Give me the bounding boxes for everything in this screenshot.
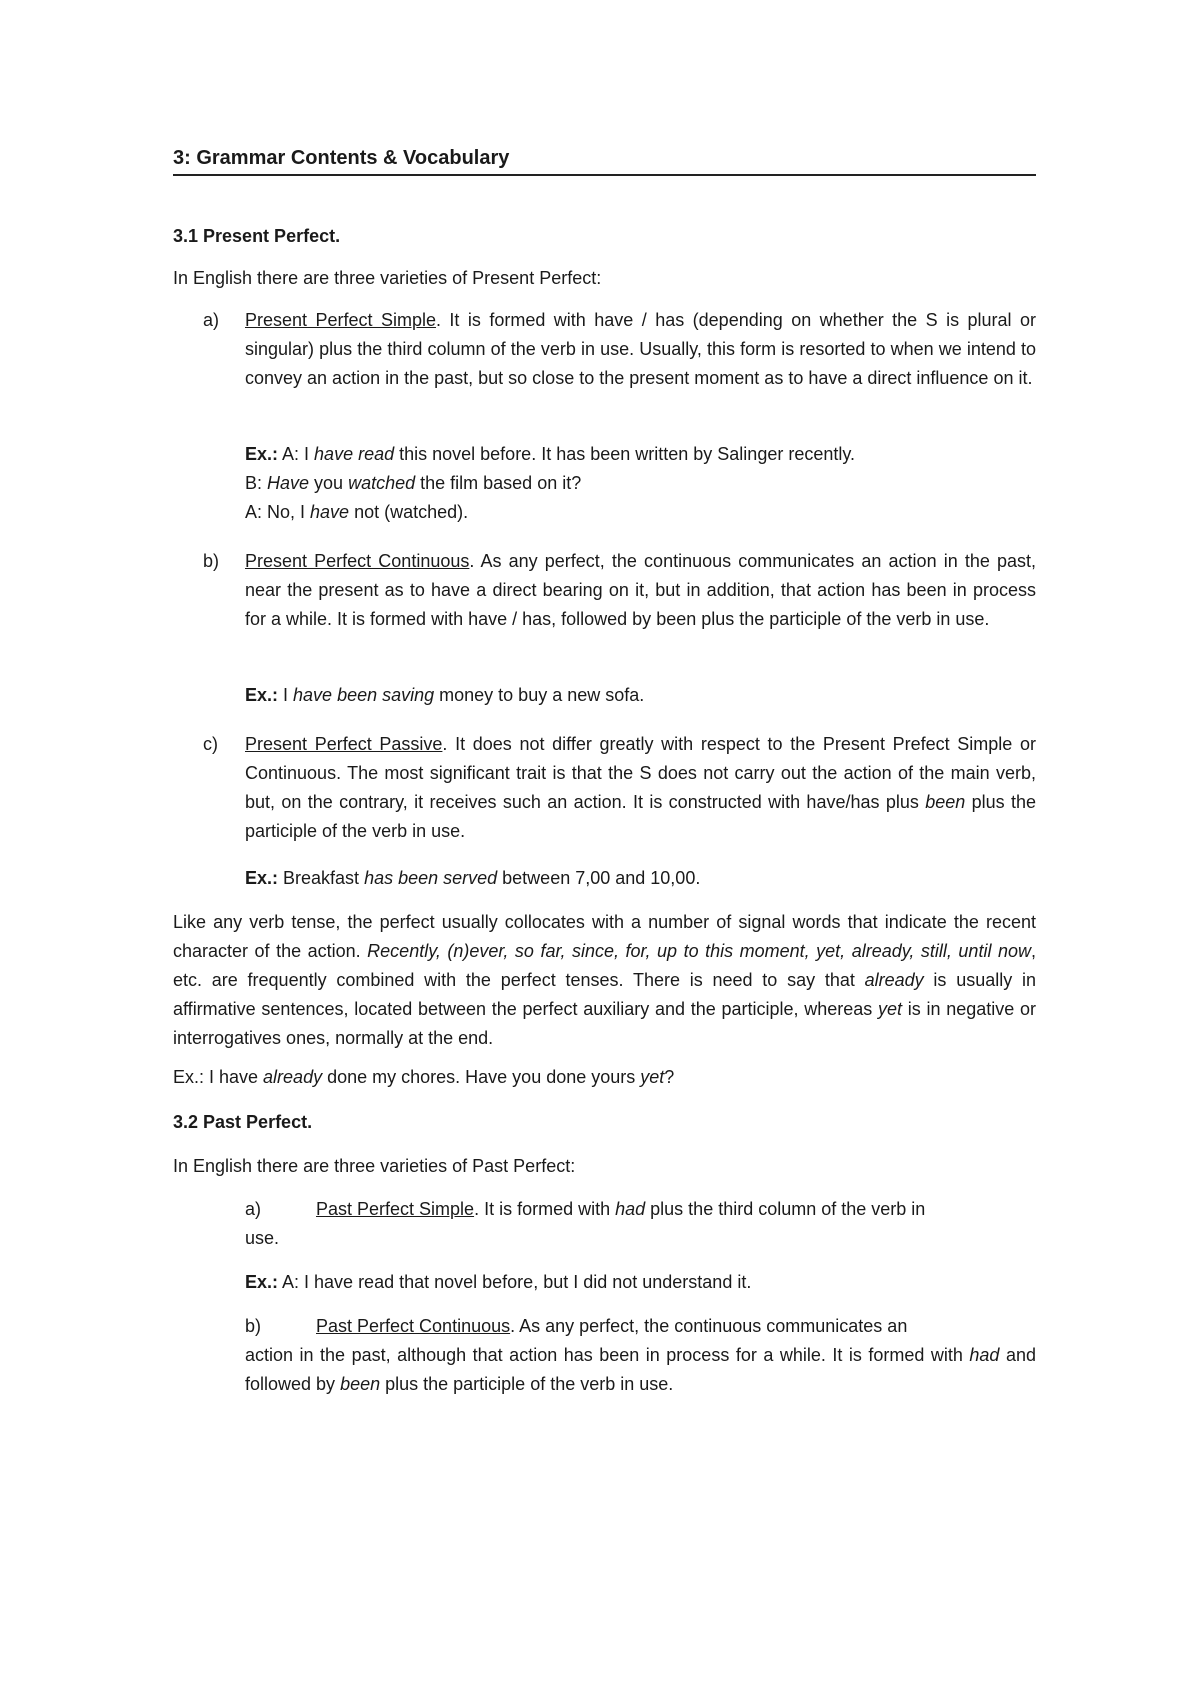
term-present-perfect-passive: Present Perfect Passive	[245, 734, 443, 754]
example-italic: already	[263, 1067, 323, 1087]
term-past-perfect-simple: Past Perfect Simple	[316, 1199, 475, 1219]
item-italic: been	[925, 792, 966, 812]
example-text: money to buy a new sofa.	[434, 685, 645, 705]
heading-past-perfect: 3.2 Past Perfect.	[173, 1112, 313, 1132]
example-present-perfect-continuous	[245, 681, 644, 710]
example-italic: Have	[267, 473, 310, 493]
item-text: and followed by	[245, 1345, 1036, 1394]
item-past-perfect-continuous	[316, 1312, 1036, 1341]
item-text: . As any perfect, the continuous communicates an	[510, 1316, 908, 1336]
item-italic: been	[340, 1374, 381, 1394]
marker-c: c)	[203, 734, 218, 754]
example-text: Ex.: I have	[173, 1067, 264, 1087]
example-label: Ex.:	[245, 868, 279, 888]
heading-present-perfect: 3.1 Present Perfect.	[173, 226, 341, 246]
term-past-perfect-continuous: Past Perfect Continuous	[316, 1316, 511, 1336]
item-text: plus the participle of the verb in use.	[245, 792, 1037, 841]
example-text: you	[309, 473, 349, 493]
item-text: action in the past, although that action has been in process for a while. It is formed with	[245, 1345, 970, 1365]
document-page	[173, 0, 1036, 1698]
item-italic: had	[615, 1199, 646, 1219]
example-text: Breakfast	[278, 868, 365, 888]
example-text: between 7,00 and 10,00.	[497, 868, 701, 888]
item-past-perfect-simple	[316, 1195, 1036, 1224]
example-label: Ex.:	[245, 444, 279, 464]
paragraph-italic: already	[864, 970, 924, 990]
example-signal-words	[173, 1063, 674, 1092]
example-text: A: No, I	[245, 502, 311, 522]
item-past-perfect-continuous-cont	[245, 1341, 1036, 1399]
marker-past-b: b)	[245, 1316, 262, 1336]
example-text: A: I	[278, 444, 315, 464]
example-italic: watched	[348, 473, 416, 493]
example-text: done my chores. Have you done yours	[322, 1067, 641, 1087]
example-italic: yet	[640, 1067, 665, 1087]
item-past-perfect-simple-cont: use.	[245, 1228, 280, 1248]
example-label: Ex.:	[245, 1272, 279, 1292]
item-text: . It is formed with	[474, 1199, 616, 1219]
paragraph-text: Like any verb tense, the perfect usually collocates with a number of signal words that indicate the recent character of the action.	[173, 912, 1036, 961]
item-italic: had	[969, 1345, 1000, 1365]
example-line-2	[245, 469, 581, 498]
example-text: not (watched).	[349, 502, 469, 522]
marker-b: b)	[203, 551, 220, 571]
example-line-3	[245, 498, 468, 527]
example-text: this novel before. It has been written by Salinger recently.	[394, 444, 856, 464]
paragraph-text: is usually in affirmative sentences, located between the perfect auxiliary and the participle, whereas	[173, 970, 1036, 1019]
example-text: A: I have read that novel before, but I did not understand it.	[278, 1272, 752, 1292]
example-text: I	[278, 685, 294, 705]
example-italic: have	[310, 502, 350, 522]
example-italic: has been served	[364, 868, 498, 888]
paragraph-italic: yet	[878, 999, 903, 1019]
item-present-perfect-simple	[245, 306, 1036, 393]
item-present-perfect-passive	[245, 730, 1036, 846]
section-title: 3: Grammar Contents & Vocabulary	[173, 146, 1036, 176]
example-text: the film based on it?	[415, 473, 582, 493]
paragraph-text: , etc. are frequently combined with the perfect tenses. There is need to say that	[173, 941, 1036, 990]
term-present-perfect-simple: Present Perfect Simple	[245, 310, 436, 330]
example-present-perfect-passive	[245, 864, 700, 893]
marker-a: a)	[203, 310, 220, 330]
example-text: ?	[664, 1067, 675, 1087]
paragraph-signal-words	[173, 908, 1036, 1053]
paragraph-italic: Recently, (n)ever, so far, since, for, up to this moment, yet, already, still, until now	[367, 941, 1031, 961]
example-past-perfect-simple	[245, 1268, 751, 1297]
item-text: plus the third column of the verb in	[645, 1199, 926, 1219]
example-line-1	[245, 440, 855, 469]
item-text: . As any perfect, the continuous communicates an action in the past, near the present as to have a direct bearing on it, but in addition, that action has been in process for a while. It is formed with have / has, followed by been plus the participle of the verb in use.	[245, 551, 1036, 629]
example-italic: have read	[314, 444, 395, 464]
item-text: . It does not differ greatly with respect to the Present Prefect Simple or Continuous. The most significant trait is that the S does not carry out the action of the main verb, but, on the contrary, it receives such an action. It is constructed with have/has plus	[245, 734, 1036, 812]
term-present-perfect-continuous: Present Perfect Continuous	[245, 551, 470, 571]
example-text: B:	[245, 473, 268, 493]
intro-past-perfect: In English there are three varieties of Past Perfect:	[173, 1156, 576, 1176]
intro-present-perfect: In English there are three varieties of Present Perfect:	[173, 268, 602, 288]
marker-past-a: a)	[245, 1199, 262, 1219]
example-label: Ex.:	[245, 685, 279, 705]
item-text: plus the participle of the verb in use.	[380, 1374, 674, 1394]
paragraph-text: is in negative or interrogatives ones, normally at the end.	[173, 999, 1036, 1048]
example-italic: have been saving	[293, 685, 435, 705]
item-present-perfect-continuous	[245, 547, 1036, 634]
item-text: . It is formed with have / has (depending on whether the S is plural or singular) plus the third column of the verb in use. Usually, this form is resorted to when we intend to convey an action in the past, but so close to the present moment as to have a direct influence on it.	[245, 310, 1037, 388]
